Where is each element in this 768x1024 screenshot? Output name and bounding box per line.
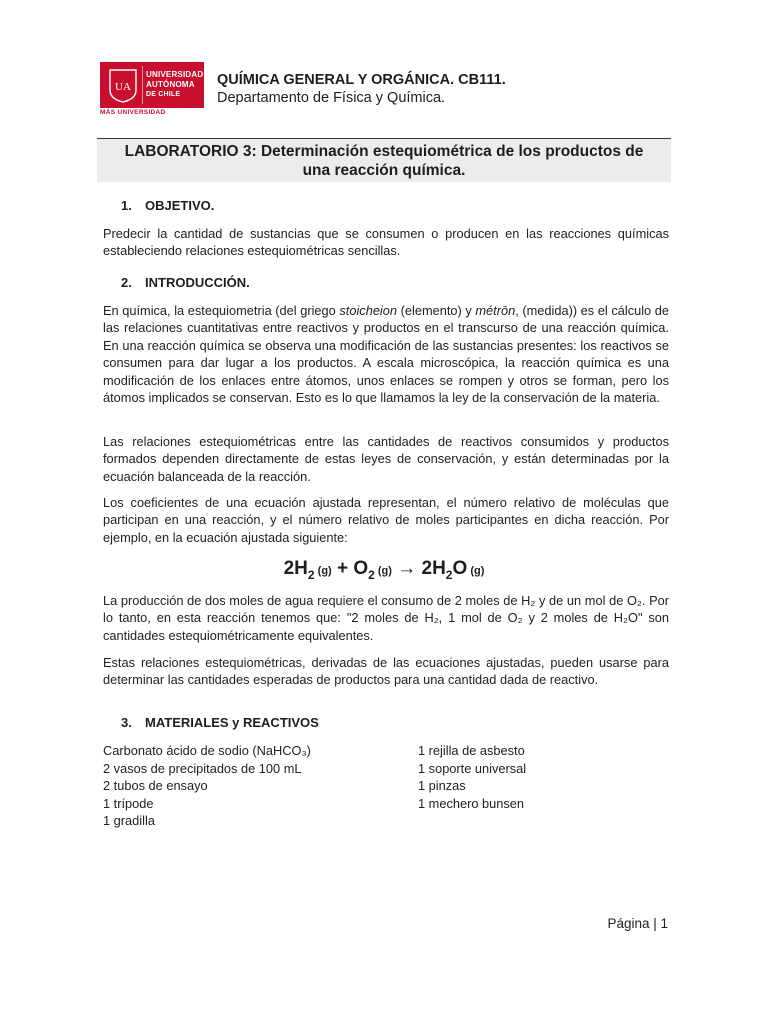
introduccion-paragraph-2: Las relaciones estequiométricas entre las cantidades de reactivos consumidos y productos formados dependen directamente de estas leyes de conservación, y están determinadas por la ecuación balanceada de la reacción. bbox=[103, 434, 669, 484]
list-item: 2 tubos de ensayo bbox=[103, 778, 208, 793]
objetivo-text: Predecir la cantidad de sustancias que se consumen o producen en las reacciones químicas estableciendo relaciones estequiométricas sencillas. bbox=[103, 226, 669, 259]
section-heading-materiales: 3. MATERIALES y REACTIVOS bbox=[121, 715, 319, 730]
introduccion-paragraph-4: La producción de dos moles de agua requiere el consumo de 2 moles de H₂ y de un mol de O₂. Por lo tanto, en esta reacción tenemos que: "2 moles de H₂, 1 mol de O₂ y 2 moles de H₂O" son cantidades estequiométricamente equivalentes. bbox=[103, 593, 669, 643]
materials-list-right bbox=[418, 742, 526, 812]
logo-seal-icon bbox=[104, 66, 143, 104]
lab-title-line2: una reacción química. bbox=[302, 162, 466, 179]
section-heading-introduccion: 2. INTRODUCCIÓN. bbox=[121, 275, 250, 290]
department-name: Departamento de Física y Química. bbox=[217, 90, 446, 106]
list-item: 1 trípode bbox=[103, 795, 154, 811]
lab-title-line1: LABORATORIO 3: Determinación estequiométrica de los productos de bbox=[124, 143, 644, 160]
chemical-equation: $2H_2$ $(g) + O_2$ $(g) \to 2H_2O$ (g) bbox=[283, 558, 485, 582]
logo-wordmark: UNIVERSIDAD AUTÓNOMA DE CHILE bbox=[146, 70, 204, 98]
list-item: 2 vasos de precipitados de 100 mL bbox=[103, 760, 302, 776]
page-number: Página | 1 bbox=[607, 916, 668, 931]
university-logo bbox=[100, 62, 204, 116]
list-item: 1 gradilla bbox=[103, 813, 155, 828]
logo-tagline: MÁS UNIVERSIDAD bbox=[100, 109, 166, 116]
introduccion-paragraph-1: En química, la estequiometria (del griego stoicheion (elemento) y métrōn, (medida)) es el cálculo de las relaciones cuantitativas entre reactivos y productos en el transcurso de una reacción química. En una reacción química se observa una modificación de las sustancias presentes: los reactivos se consumen para dar lugar a los productos. A escala microscópica, la reacción química es una modificación de los enlaces entre átomos, unos enlaces se rompen y otros se forman, pero los átomos implicados se conservan. Esto es lo que llamamos la ley de la conservación de la materia. bbox=[103, 303, 670, 406]
list-item: 1 pinzas bbox=[418, 778, 466, 793]
introduccion-paragraph-3: Los coeficientes de una ecuación ajustada representan, el número relativo de moléculas que participan en una reacción, y el número relativo de moles participantes en dicha reacción. Por ejemplo, en la ecuación ajustada siguiente: bbox=[103, 495, 669, 545]
materials-list-left bbox=[103, 742, 311, 830]
list-item: 1 rejilla de asbesto bbox=[418, 743, 525, 758]
section-heading-objetivo: 1. OBJETIVO. bbox=[121, 198, 215, 213]
svg-text:UA: UA bbox=[115, 81, 131, 93]
introduccion-paragraph-5: Estas relaciones estequiométricas, derivadas de las ecuaciones ajustadas, pueden usarse para determinar las cantidades esperadas de productos para una cantidad dada de reactivo. bbox=[103, 655, 669, 688]
list-item: Carbonato ácido de sodio (NaHCO₃) bbox=[103, 743, 311, 758]
list-item: 1 mechero bunsen bbox=[418, 795, 524, 811]
course-title: QUÍMICA GENERAL Y ORGÁNICA. CB111. bbox=[217, 72, 506, 88]
list-item: 1 soporte universal bbox=[418, 760, 527, 776]
lab-title-box bbox=[97, 138, 671, 182]
logo-red-box bbox=[100, 62, 204, 108]
